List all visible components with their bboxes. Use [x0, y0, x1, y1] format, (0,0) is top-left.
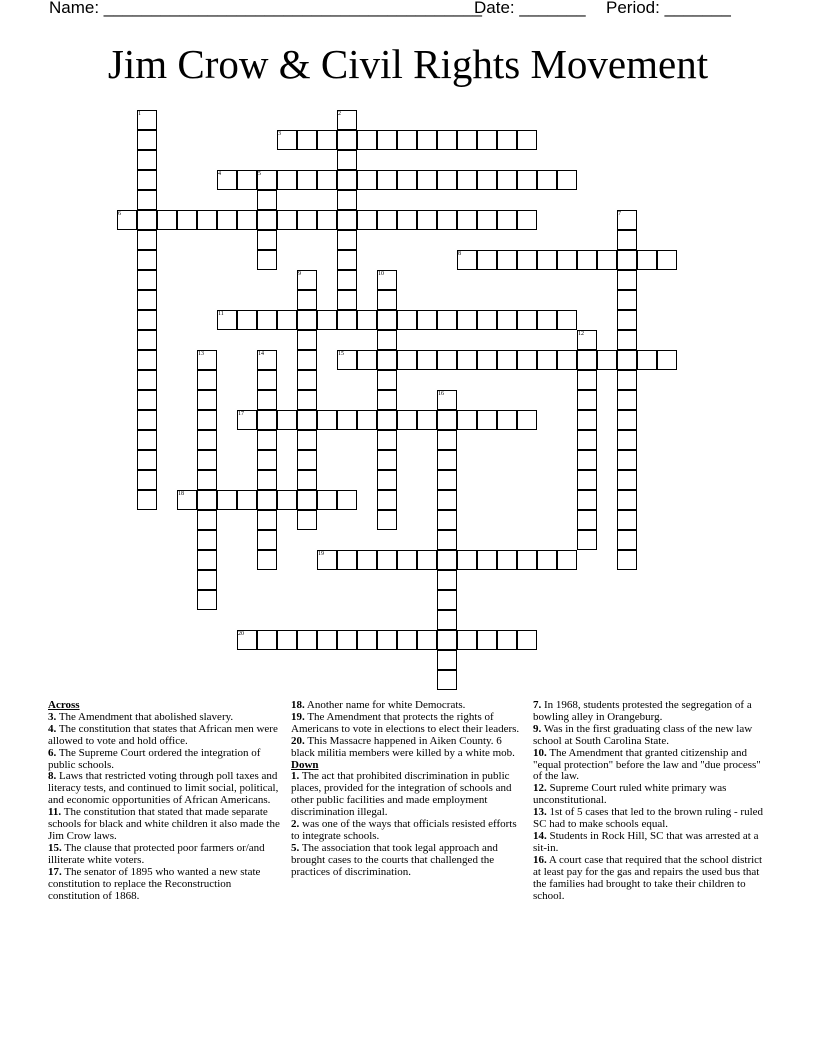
grid-cell[interactable] [377, 470, 397, 490]
grid-cell[interactable] [577, 490, 597, 510]
grid-cell[interactable] [297, 470, 317, 490]
grid-cell[interactable] [297, 490, 317, 510]
grid-cell[interactable] [197, 410, 217, 430]
grid-cell[interactable] [297, 510, 317, 530]
grid-cell[interactable] [417, 550, 437, 570]
grid-cell[interactable] [437, 510, 457, 530]
grid-cell[interactable] [297, 290, 317, 310]
grid-cell[interactable] [517, 350, 537, 370]
grid-cell[interactable] [477, 130, 497, 150]
grid-cell[interactable] [437, 310, 457, 330]
grid-cell[interactable] [477, 550, 497, 570]
grid-cell[interactable] [537, 250, 557, 270]
grid-cell[interactable] [577, 430, 597, 450]
grid-cell[interactable] [437, 350, 457, 370]
grid-cell[interactable] [617, 510, 637, 530]
grid-cell[interactable] [437, 670, 457, 690]
grid-cell[interactable] [337, 410, 357, 430]
grid-cell[interactable] [437, 630, 457, 650]
clue-across-3: 3. The Amendment that abolished slavery. [48, 710, 234, 723]
grid-cell[interactable] [137, 230, 157, 250]
grid-cell[interactable] [477, 630, 497, 650]
grid-cell[interactable] [137, 150, 157, 170]
grid-cell[interactable] [657, 350, 677, 370]
grid-cell[interactable] [497, 630, 517, 650]
grid-cell[interactable] [537, 310, 557, 330]
grid-cell[interactable] [277, 490, 297, 510]
grid-cell[interactable] [437, 570, 457, 590]
grid-cell[interactable] [277, 310, 297, 330]
grid-cell[interactable] [477, 310, 497, 330]
clue-down-16: 16. A court case that required that the school district at least pay for the gas and repairs the used bus that the families had brought to take their children to school. [533, 853, 763, 902]
clue-number: 8 [458, 251, 461, 257]
clue-down-10: 10. The Amendment that granted citizenship and "equal protection" before the law and "due process" of the law. [533, 746, 761, 783]
grid-cell[interactable] [397, 630, 417, 650]
grid-cell[interactable] [137, 470, 157, 490]
grid-cell[interactable] [277, 170, 297, 190]
grid-cell[interactable] [197, 530, 217, 550]
grid-cell[interactable] [457, 310, 477, 330]
grid-cell[interactable] [557, 350, 577, 370]
grid-cell[interactable] [497, 130, 517, 150]
clue-number: 6 [118, 211, 121, 217]
grid-cell[interactable] [257, 250, 277, 270]
grid-cell[interactable] [497, 210, 517, 230]
grid-cell[interactable] [617, 270, 637, 290]
grid-cell[interactable] [197, 550, 217, 570]
grid-cell[interactable] [137, 330, 157, 350]
clue-down-1: 1. The act that prohibited discrimination in public places, provided for the integration of schools and other public facilities and made employment discrimination illegal. [291, 770, 512, 819]
grid-cell[interactable] [597, 350, 617, 370]
grid-cell[interactable] [377, 450, 397, 470]
clue-across-11: 11. The constitution that stated that made separate schools for black and white children it also made the Jim Crow laws. [48, 806, 280, 842]
grid-cell[interactable] [617, 330, 637, 350]
grid-cell[interactable] [477, 170, 497, 190]
grid-cell[interactable] [337, 150, 357, 170]
grid-cell[interactable] [297, 310, 317, 330]
grid-cell[interactable] [337, 130, 357, 150]
grid-cell[interactable] [377, 370, 397, 390]
grid-cell[interactable] [337, 310, 357, 330]
grid-cell[interactable] [317, 310, 337, 330]
grid-cell[interactable] [377, 390, 397, 410]
grid-cell[interactable] [257, 550, 277, 570]
clue-number: 13 [198, 351, 204, 357]
grid-cell[interactable] [297, 430, 317, 450]
grid-cell[interactable] [217, 210, 237, 230]
grid-cell[interactable] [177, 210, 197, 230]
grid-cell[interactable] [377, 350, 397, 370]
grid-cell[interactable] [517, 310, 537, 330]
grid-cell[interactable] [617, 450, 637, 470]
grid-cell[interactable] [397, 350, 417, 370]
grid-cell[interactable] [517, 630, 537, 650]
clues-column-2 [291, 700, 525, 879]
grid-cell[interactable] [417, 130, 437, 150]
grid-cell[interactable] [437, 470, 457, 490]
grid-cell[interactable] [397, 550, 417, 570]
clue-across-20: 20. This Massacre happened in Aiken County. 6 black militia members were killed by a white mob. [291, 734, 515, 759]
grid-cell[interactable] [197, 210, 217, 230]
grid-cell[interactable] [617, 470, 637, 490]
grid-cell[interactable] [397, 170, 417, 190]
grid-cell[interactable] [317, 170, 337, 190]
grid-cell[interactable] [197, 590, 217, 610]
clue-number: 10 [378, 271, 384, 277]
grid-cell[interactable] [617, 230, 637, 250]
grid-cell[interactable] [297, 350, 317, 370]
grid-cell[interactable] [357, 630, 377, 650]
grid-cell[interactable] [617, 250, 637, 270]
grid-cell[interactable] [617, 370, 637, 390]
grid-cell[interactable] [577, 530, 597, 550]
grid-cell[interactable] [137, 170, 157, 190]
grid-cell[interactable] [577, 470, 597, 490]
grid-cell[interactable] [637, 250, 657, 270]
clue-across-4: 4. The constitution that states that African men were allowed to vote and hold office. [48, 722, 278, 747]
grid-cell[interactable] [197, 430, 217, 450]
grid-cell[interactable] [297, 170, 317, 190]
grid-cell[interactable] [317, 630, 337, 650]
grid-cell[interactable] [237, 210, 257, 230]
grid-cell[interactable] [137, 450, 157, 470]
grid-cell[interactable] [317, 210, 337, 230]
grid-cell[interactable] [557, 550, 577, 570]
clue-number: 11 [218, 311, 224, 317]
grid-cell[interactable] [437, 170, 457, 190]
grid-cell[interactable] [257, 390, 277, 410]
grid-cell[interactable] [297, 410, 317, 430]
grid-cell[interactable] [137, 130, 157, 150]
grid-cell[interactable] [397, 130, 417, 150]
grid-cell[interactable] [377, 170, 397, 190]
grid-cell[interactable] [337, 230, 357, 250]
clue-number: 18 [178, 491, 184, 497]
grid-cell[interactable] [137, 350, 157, 370]
grid-cell[interactable] [337, 270, 357, 290]
grid-cell[interactable] [317, 410, 337, 430]
grid-cell[interactable] [497, 310, 517, 330]
clue-across-15: 15. The clause that protected poor farmers or/and illiterate white voters. [48, 841, 265, 866]
grid-cell[interactable] [437, 410, 457, 430]
grid-cell[interactable] [357, 550, 377, 570]
grid-cell[interactable] [277, 210, 297, 230]
grid-cell[interactable] [457, 410, 477, 430]
grid-cell[interactable] [457, 550, 477, 570]
grid-cell[interactable] [377, 510, 397, 530]
grid-cell[interactable] [437, 530, 457, 550]
grid-cell[interactable] [257, 470, 277, 490]
clue-number: 15 [338, 351, 344, 357]
grid-cell[interactable] [437, 450, 457, 470]
grid-cell[interactable] [237, 490, 257, 510]
grid-cell[interactable] [397, 210, 417, 230]
grid-cell[interactable] [457, 130, 477, 150]
grid-cell[interactable] [337, 210, 357, 230]
grid-cell[interactable] [517, 410, 537, 430]
clue-number: 16 [438, 391, 444, 397]
grid-cell[interactable] [377, 330, 397, 350]
grid-cell[interactable] [357, 310, 377, 330]
grid-cell[interactable] [257, 210, 277, 230]
grid-cell[interactable] [157, 210, 177, 230]
grid-cell[interactable] [357, 170, 377, 190]
clue-across-19: 19. The Amendment that protects the rights of Americans to vote in elections to elect their leaders. [291, 710, 520, 735]
grid-cell[interactable] [257, 230, 277, 250]
grid-cell[interactable] [337, 630, 357, 650]
grid-cell[interactable] [497, 410, 517, 430]
grid-cell[interactable] [377, 550, 397, 570]
grid-cell[interactable] [137, 210, 157, 230]
grid-cell[interactable] [297, 130, 317, 150]
grid-cell[interactable] [537, 170, 557, 190]
grid-cell[interactable] [377, 210, 397, 230]
grid-cell[interactable] [657, 250, 677, 270]
grid-cell[interactable] [237, 310, 257, 330]
grid-cell[interactable] [257, 490, 277, 510]
clue-across-18: 18. Another name for white Democrats. [291, 699, 466, 711]
grid-cell[interactable] [617, 290, 637, 310]
clue-number: 12 [578, 331, 584, 337]
clue-number: 5 [258, 171, 261, 177]
grid-cell[interactable] [137, 430, 157, 450]
grid-cell[interactable] [257, 190, 277, 210]
grid-cell[interactable] [577, 510, 597, 530]
grid-cell[interactable] [517, 130, 537, 150]
clue-across-8: 8. Laws that restricted voting through poll taxes and literacy tests, and continued to limit social, political, and economic opportunities of African Americans. [48, 770, 279, 807]
grid-cell[interactable] [457, 350, 477, 370]
clue-number: 19 [318, 551, 324, 557]
down-heading: Down [291, 758, 319, 771]
grid-cell[interactable] [357, 130, 377, 150]
grid-cell[interactable] [257, 530, 277, 550]
clue-down-14: 14. Students in Rock Hill, SC that was arrested at a sit-in. [533, 829, 759, 854]
grid-cell[interactable] [497, 550, 517, 570]
grid-cell[interactable] [337, 250, 357, 270]
grid-cell[interactable] [337, 490, 357, 510]
grid-cell[interactable] [597, 250, 617, 270]
grid-cell[interactable] [297, 450, 317, 470]
grid-cell[interactable] [617, 530, 637, 550]
grid-cell[interactable] [137, 410, 157, 430]
grid-cell[interactable] [297, 630, 317, 650]
grid-cell[interactable] [437, 590, 457, 610]
grid-cell[interactable] [277, 410, 297, 430]
grid-cell[interactable] [437, 210, 457, 230]
grid-cell[interactable] [397, 310, 417, 330]
grid-cell[interactable] [617, 350, 637, 370]
grid-cell[interactable] [517, 250, 537, 270]
grid-cell[interactable] [357, 410, 377, 430]
grid-cell[interactable] [477, 250, 497, 270]
grid-cell[interactable] [217, 490, 237, 510]
grid-cell[interactable] [517, 170, 537, 190]
grid-cell[interactable] [137, 370, 157, 390]
clue-number: 3 [278, 131, 281, 137]
grid-cell[interactable] [377, 310, 397, 330]
clue-number: 7 [618, 211, 621, 217]
period-line[interactable]: Period: _______ [606, 0, 731, 17]
grid-cell[interactable] [137, 190, 157, 210]
grid-cell[interactable] [477, 350, 497, 370]
grid-cell[interactable] [457, 630, 477, 650]
clue-down-12: 12. Supreme Court ruled white primary was unconstitutional. [533, 782, 727, 807]
grid-cell[interactable] [477, 210, 497, 230]
grid-cell[interactable] [617, 430, 637, 450]
grid-cell[interactable] [317, 130, 337, 150]
grid-cell[interactable] [437, 610, 457, 630]
grid-cell[interactable] [257, 430, 277, 450]
grid-cell[interactable] [437, 130, 457, 150]
grid-cell[interactable] [197, 570, 217, 590]
clue-number: 4 [218, 171, 221, 177]
grid-cell[interactable] [197, 370, 217, 390]
grid-cell[interactable] [497, 250, 517, 270]
grid-cell[interactable] [197, 470, 217, 490]
grid-cell[interactable] [257, 510, 277, 530]
grid-cell[interactable] [257, 310, 277, 330]
grid-cell[interactable] [337, 170, 357, 190]
grid-cell[interactable] [417, 170, 437, 190]
grid-cell[interactable] [577, 450, 597, 470]
grid-cell[interactable] [137, 490, 157, 510]
clue-number: 9 [298, 271, 301, 277]
grid-cell[interactable] [377, 410, 397, 430]
clue-down-2: 2. was one of the ways that officials resisted efforts to integrate schools. [291, 818, 517, 842]
grid-cell[interactable] [377, 130, 397, 150]
grid-cell[interactable] [357, 350, 377, 370]
grid-cell[interactable] [637, 350, 657, 370]
grid-cell[interactable] [617, 550, 637, 570]
grid-cell[interactable] [297, 370, 317, 390]
grid-cell[interactable] [137, 310, 157, 330]
grid-cell[interactable] [397, 410, 417, 430]
grid-cell[interactable] [297, 390, 317, 410]
clue-down-7: 7. In 1968, students protested the segregation of a bowling alley in Orangeburg. [533, 699, 752, 723]
grid-cell[interactable] [537, 550, 557, 570]
grid-cell[interactable] [137, 270, 157, 290]
grid-cell[interactable] [577, 390, 597, 410]
grid-cell[interactable] [577, 410, 597, 430]
grid-cell[interactable] [497, 170, 517, 190]
grid-cell[interactable] [377, 430, 397, 450]
grid-cell[interactable] [417, 410, 437, 430]
clue-number: 14 [258, 351, 264, 357]
clue-number: 20 [238, 631, 244, 637]
grid-cell[interactable] [437, 490, 457, 510]
grid-cell[interactable] [277, 630, 297, 650]
grid-cell[interactable] [237, 170, 257, 190]
grid-cell[interactable] [197, 390, 217, 410]
clue-across-17: 17. The senator of 1895 who wanted a new state constitution to replace the Reconstruction constitution of 1868. [48, 865, 261, 902]
grid-cell[interactable] [197, 510, 217, 530]
grid-cell[interactable] [577, 250, 597, 270]
grid-cell[interactable] [517, 550, 537, 570]
clue-down-9: 9. Was in the first graduating class of the new law school at South Carolina State. [533, 722, 753, 747]
grid-cell[interactable] [337, 550, 357, 570]
grid-cell[interactable] [457, 210, 477, 230]
grid-cell[interactable] [257, 450, 277, 470]
grid-cell[interactable] [257, 370, 277, 390]
grid-cell[interactable] [297, 210, 317, 230]
grid-cell[interactable] [617, 310, 637, 330]
grid-cell[interactable] [417, 210, 437, 230]
clue-across-6: 6. The Supreme Court ordered the integration of public schools. [48, 746, 261, 771]
grid-cell[interactable] [617, 490, 637, 510]
grid-cell[interactable] [137, 290, 157, 310]
grid-cell[interactable] [257, 630, 277, 650]
grid-cell[interactable] [417, 350, 437, 370]
grid-cell[interactable] [137, 390, 157, 410]
grid-cell[interactable] [417, 310, 437, 330]
grid-cell[interactable] [577, 350, 597, 370]
clues-column-1 [48, 700, 282, 902]
clue-down-5: 5. The association that took legal approach and brought cases to the courts that challenged the practices of discrimination. [291, 841, 498, 878]
grid-cell[interactable] [557, 310, 577, 330]
grid-cell[interactable] [537, 350, 557, 370]
grid-cell[interactable] [557, 250, 577, 270]
date-line[interactable]: Date: _______ [474, 0, 586, 17]
grid-cell[interactable] [497, 350, 517, 370]
grid-cell[interactable] [377, 490, 397, 510]
grid-cell[interactable] [297, 330, 317, 350]
grid-cell[interactable] [337, 190, 357, 210]
grid-cell[interactable] [437, 550, 457, 570]
grid-cell[interactable] [137, 250, 157, 270]
across-heading: Across [48, 699, 80, 711]
grid-cell[interactable] [617, 410, 637, 430]
name-line[interactable]: Name: ________________________________________ [49, 0, 482, 17]
grid-cell[interactable] [337, 290, 357, 310]
grid-cell[interactable] [457, 170, 477, 190]
grid-cell[interactable] [377, 630, 397, 650]
grid-cell[interactable] [437, 430, 457, 450]
grid-cell[interactable] [517, 210, 537, 230]
grid-cell[interactable] [417, 630, 437, 650]
grid-cell[interactable] [477, 410, 497, 430]
clue-number: 1 [138, 111, 141, 117]
clues-column-3 [533, 700, 767, 902]
grid-cell[interactable] [577, 370, 597, 390]
grid-cell[interactable] [377, 290, 397, 310]
grid-cell[interactable] [557, 170, 577, 190]
clue-down-13: 13. 1st of 5 cases that led to the brown ruling - ruled SC had to make schools equal. [533, 806, 764, 831]
grid-cell[interactable] [197, 490, 217, 510]
grid-cell[interactable] [197, 450, 217, 470]
grid-cell[interactable] [317, 490, 337, 510]
clue-number: 17 [238, 411, 244, 417]
grid-cell[interactable] [257, 410, 277, 430]
grid-cell[interactable] [357, 210, 377, 230]
clue-number: 2 [338, 111, 341, 117]
page-title: Jim Crow & Civil Rights Movement [107, 41, 709, 87]
grid-cell[interactable] [437, 650, 457, 670]
grid-cell[interactable] [617, 390, 637, 410]
